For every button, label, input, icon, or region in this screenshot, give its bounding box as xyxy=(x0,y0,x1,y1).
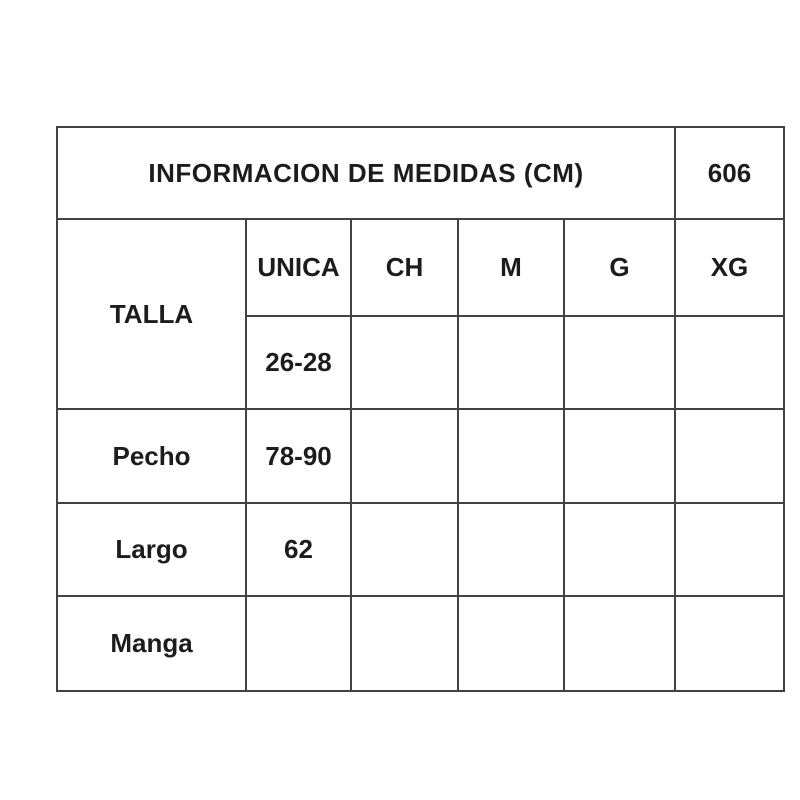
measure-label-largo: Largo xyxy=(57,503,246,596)
header-row xyxy=(57,127,784,219)
size-columns-row xyxy=(57,219,784,316)
size-value-xg xyxy=(675,316,784,409)
pecho-value-ch xyxy=(351,409,458,503)
largo-value-m xyxy=(458,503,564,596)
manga-value-ch xyxy=(351,596,458,691)
measure-row-pecho xyxy=(57,409,784,503)
size-col-header-g: G xyxy=(564,219,675,316)
largo-value-g xyxy=(564,503,675,596)
pecho-value-m xyxy=(458,409,564,503)
manga-value-xg xyxy=(675,596,784,691)
manga-value-g xyxy=(564,596,675,691)
table-title: INFORMACION DE MEDIDAS (CM) xyxy=(57,127,675,219)
largo-value-ch xyxy=(351,503,458,596)
manga-value-unica xyxy=(246,596,351,691)
size-value-unica: 26-28 xyxy=(246,316,351,409)
measure-label-pecho: Pecho xyxy=(57,409,246,503)
pecho-value-unica: 78-90 xyxy=(246,409,351,503)
largo-value-xg xyxy=(675,503,784,596)
pecho-value-xg xyxy=(675,409,784,503)
largo-value-unica: 62 xyxy=(246,503,351,596)
size-value-m xyxy=(458,316,564,409)
size-col-header-xg: XG xyxy=(675,219,784,316)
size-col-header-m: M xyxy=(458,219,564,316)
measure-row-manga xyxy=(57,596,784,691)
size-col-header-unica: UNICA xyxy=(246,219,351,316)
style-code: 606 xyxy=(675,127,784,219)
pecho-value-g xyxy=(564,409,675,503)
measure-row-largo xyxy=(57,503,784,596)
size-value-ch xyxy=(351,316,458,409)
size-row-label: TALLA xyxy=(57,219,246,409)
size-col-header-ch: CH xyxy=(351,219,458,316)
size-value-g xyxy=(564,316,675,409)
manga-value-m xyxy=(458,596,564,691)
measurements-table xyxy=(56,126,785,692)
measure-label-manga: Manga xyxy=(57,596,246,691)
